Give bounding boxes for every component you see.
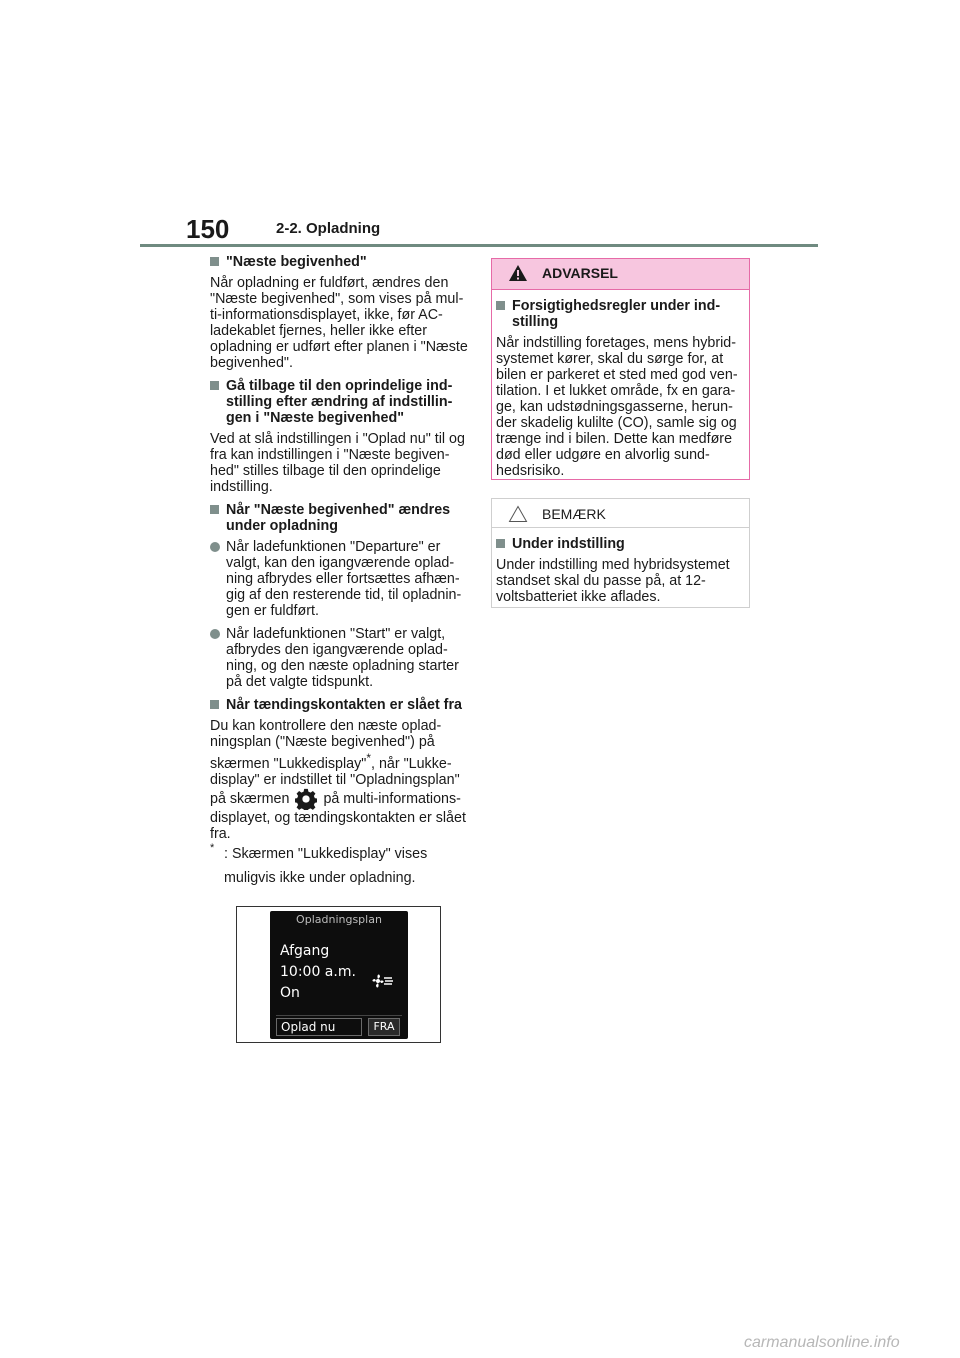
heading-ignition-off: Når tændingskontakten er slået fra: [210, 697, 468, 713]
display-screen: [270, 911, 408, 1039]
paragraph-reset-setting: Ved at slå indstillingen i "Oplad nu" til og fra kan indstillingen i "Næste begivenhed" stilles tilbage til den oprindelige indstilling.: [210, 431, 465, 495]
note-box: [491, 498, 750, 608]
screen-departure-time: 10:00 a.m.: [280, 964, 356, 980]
screen-status: On: [280, 985, 300, 1001]
note-heading: Under indstilling: [496, 536, 745, 552]
square-bullet-icon: [210, 700, 219, 709]
circle-bullet-icon: [210, 542, 220, 552]
heading-reset-setting: Gå tilbage til den oprindelige indstilling efter ændring af indstillingen i "Næste begivenhed": [210, 378, 468, 426]
note-text: Under indstilling med hybridsystemet standset skal du passe på, at 12-voltsbatteriet ikke aflades.: [496, 557, 730, 605]
screen-title: Opladningsplan: [296, 913, 382, 926]
caution-triangle-icon: [508, 505, 528, 523]
note-header: BEMÆRK: [492, 499, 749, 528]
screen-departure-label: Afgang: [280, 943, 330, 959]
gear-icon: [295, 788, 317, 810]
square-bullet-icon: [210, 257, 219, 266]
warning-box: [491, 258, 750, 480]
warning-heading: Forsigtighedsregler under indstilling: [496, 298, 745, 330]
bullet-start: Når ladefunktionen "Start" er valgt, afbrydes den igangværende opladning, og den næste opladning starter på det valgte tidspunkt.: [210, 626, 468, 690]
paragraph-next-event: Når opladning er fuldført, ændres den "Næste begivenhed", som vises på multi-informationsdisplayet, ikke, før AC-ladekablet fjernes, heller ikke efter opladning er udført efter planen i "Næste begivenhed".: [210, 275, 468, 371]
screen-footer: [276, 1015, 402, 1036]
square-bullet-icon: [496, 539, 505, 548]
left-column: [210, 254, 468, 890]
square-bullet-icon: [496, 301, 505, 310]
heading-next-event: "Næste begivenhed": [210, 254, 468, 270]
footnote: * : Skærmen "Lukkedisplay" vises muligvis ikke under opladning.: [210, 841, 428, 886]
paragraph-ignition-off: Du kan kontrollere den næste opladningsplan ("Næste begivenhed") på skærmen "Lukkedisplay"*, når "Lukkedisplay" er indstillet til "Opladningsplan" på skærmen på multi-informationsdisplayet, og tændingskontakten er slået fra.: [210, 718, 466, 842]
charge-now-button[interactable]: Oplad nu: [276, 1018, 362, 1036]
off-toggle-button[interactable]: FRA: [368, 1018, 400, 1036]
circle-bullet-icon: [210, 629, 220, 639]
warning-text: Når indstilling foretages, mens hybridsystemet kører, skal du sørge for, at bilen er parkeret et sted med god ventilation. I et lukket område, fx en garage, kan udstødningsgasserne, herunder skadelig kulilte (CO), samle sig og trænge ind i bilen. Dette kan medføre død eller udgøre en alvorlig sundhedsrisiko.: [496, 335, 738, 479]
bullet-departure: Når ladefunktionen "Departure" er valgt, kan den igangværende opladning afbrydes eller fortsættes afhængig af den resterende tid, til opladningen er fuldført.: [210, 539, 468, 619]
header-rule: [140, 244, 818, 247]
climate-fan-icon: [370, 971, 394, 991]
square-bullet-icon: [210, 381, 219, 390]
warning-header: ADVARSEL: [492, 259, 749, 290]
watermark: carmanualsonline.info: [744, 1334, 900, 1351]
square-bullet-icon: [210, 505, 219, 514]
section-title: 2-2. Opladning: [276, 220, 381, 237]
warning-triangle-icon: [508, 264, 528, 282]
page-number: 150: [186, 214, 230, 244]
heading-change-during-charging: Når "Næste begivenhed" ændres under opladning: [210, 502, 468, 534]
